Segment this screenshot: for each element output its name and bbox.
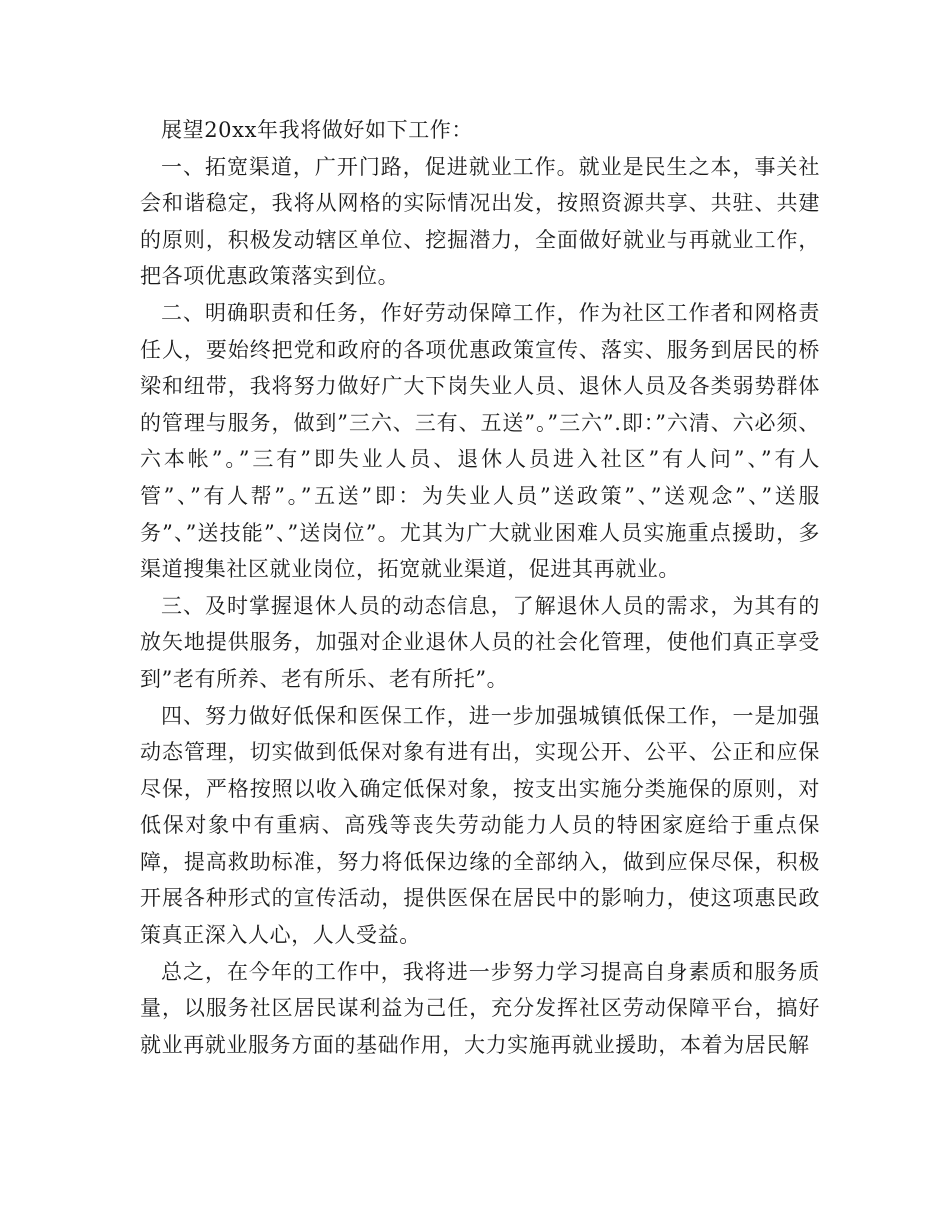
paragraph-employment: 一、拓宽渠道，广开门路，促进就业工作。就业是民生之本，事关社会和谐稳定，我将从网格的实际情况出发，按照资源共享、共驻、共建的原则，积极发动辖区单位、挖掘潜力，全面做好就业与再就业工作，把各项优惠政策落实到位。 [140,154,820,289]
paragraph-intro: 展望20xx年我将做好如下工作： [161,118,474,142]
paragraph-summary: 总之，在今年的工作中，我将进一步努力学习提高自身素质和服务质量，以服务社区居民谋利益为己任，充分发挥社区劳动保障平台，搞好就业再就业服务方面的基础作用，大力实施再就业援助，本着为居民解 [140,959,820,1057]
document-body [140,112,820,1063]
paragraph-subsistence-insurance: 四、努力做好低保和医保工作，进一步加强城镇低保工作，一是加强动态管理，切实做到低保对象有进有出，实现公开、公平、公正和应保尽保，严格按照以收入确定低保对象，按支出实施分类施保的原则，对低保对象中有重病、高残等丧失劳动能力人员的特困家庭给于重点保障，提高救助标准，努力将低保边缘的全部纳入，做到应保尽保，积极开展各种形式的宣传活动，提供医保在居民中的影响力，使这项惠民政策真正深入人心，人人受益。 [140,703,820,948]
paragraph-retirees: 三、及时掌握退休人员的动态信息，了解退休人员的需求，为其有的放矢地提供服务，加强对企业退休人员的社会化管理，使他们真正享受到”老有所养、老有所乐、老有所托”。 [140,593,820,691]
paragraph-labor-security: 二、明确职责和任务，作好劳动保障工作，作为社区工作者和网格责任人，要始终把党和政府的各项优惠政策宣传、落实、服务到居民的桥梁和纽带，我将努力做好广大下岗失业人员、退休人员及各类弱势群体的管理与服务，做到”三六、三有、五送”。”三六”.即：”六清、六必须、六本帐”。”三有”即失业人员、退休人员进入社区”有人问”、”有人管”、”有人帮”。”五送”即：为失业人员”送政策”、”送观念”、”送服务”、”送技能”、”送岗位”。尤其为广大就业困难人员实施重点援助，多渠道搜集社区就业岗位，拓宽就业渠道，促进其再就业。 [140,300,820,582]
